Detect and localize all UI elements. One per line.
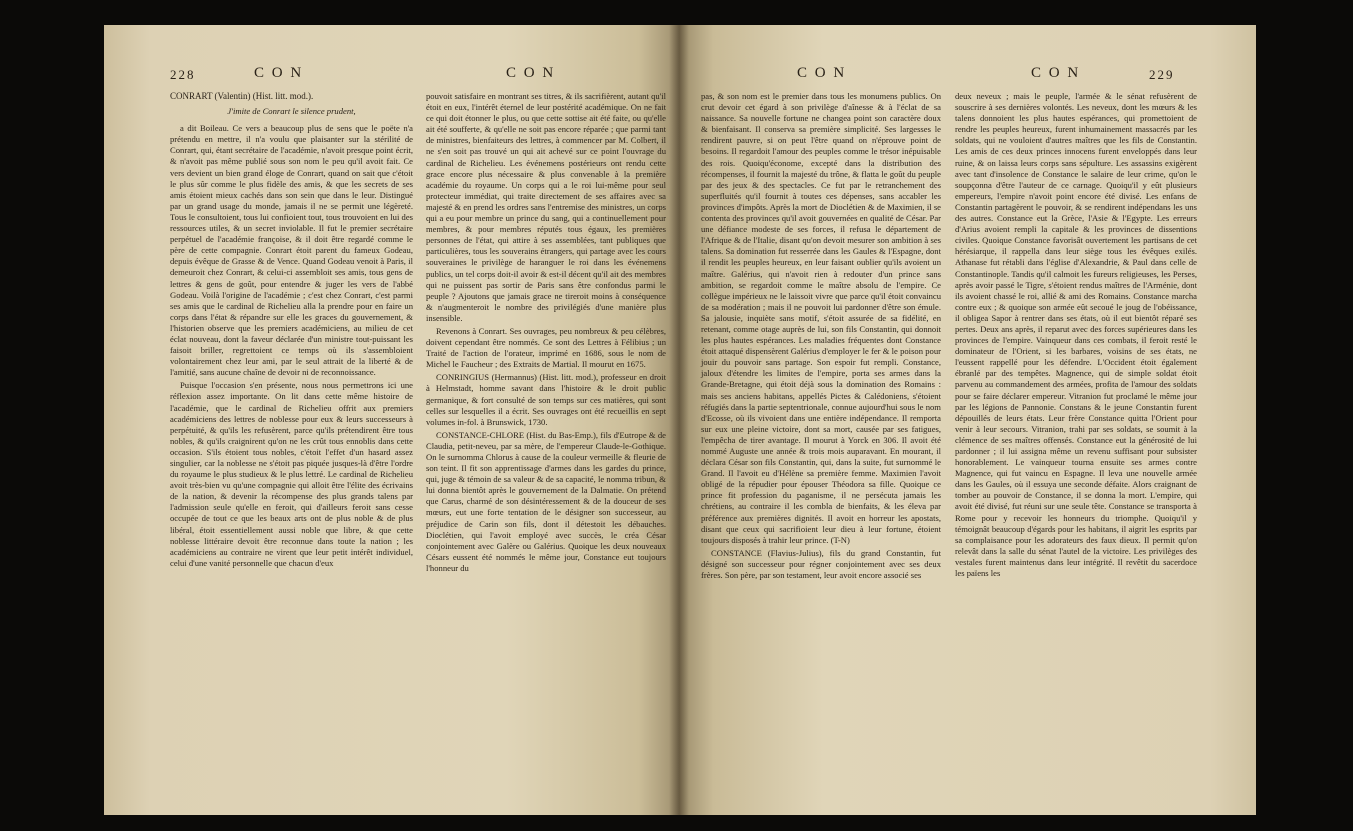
right-page-number: 229 <box>1149 67 1175 82</box>
left-column-2 <box>426 91 666 576</box>
paragraph: CONSTANCE (Flavius-Julius), fils du grand Constantin, fut désigné son successeur pour régner conjointement avec ses deux frères. Son père, par son testament, leur avoit encore associé ses <box>701 547 941 581</box>
right-page <box>679 25 1256 815</box>
paragraph: Revenons à Conrart. Ses ouvrages, peu nombreux & peu célèbres, doivent cependant être nommés. Ce sont des Lettres à Félibius ; un Traité de l'action de l'orateur, imprimé en 1686, sous le nom de Michel le Faucheur ; des Extraits de Martial. Il mourut en 1675. <box>426 325 666 370</box>
right-column-1 <box>701 91 941 583</box>
left-column-1 <box>170 91 413 571</box>
right-column-2 <box>955 91 1197 581</box>
left-page-number: 228 <box>170 67 196 82</box>
paragraph: pas, & son nom est le premier dans tous les monumens publics. On crut devoir cet égard à son privilège d'aînesse & à l'éclat de sa naissance. Sa nouvelle fortune ne changea point son caractère doux & bienfaisant. Il conserva sa première simplicité. Ses largesses le rendirent pauvre, si on peut l'être quand on n'éprouve point de besoins. Il regardoit l'amour des peuples comme le trésor inépuisable des rois. Quoiqu'économe, excepté dans la distribution des récompenses, il fournit la majesté du trône, & flatta le goût du peuple par des jeux & des spectacles. Ce fut par le retranchement des superfluités qu'il fournit à toutes ces dépenses, sans accabler les provinces d'impôts. Après la mort de Dioclétien & de Maximien, il se contenta des provinces qu'il avoit gouvernées en qualité de César. Par une défiance modeste de ses forces, il refusa le département de l'Afrique & de l'Italie, disant qu'on devoit mesurer son ambition à ses talens. Sa domination fut resserrée dans les Gaules & l'Espagne, dont il rendit les peuples heureux, en leur faisant oublier qu'ils avoient un maître. Galérius, qui n'avoit rien à redouter d'un prince sans ambition, se regardoit comme le maître absolu de l'empire. Ce collègue impérieux ne le laissoit vivre que parce qu'il étoit convaincu de sa modération ; mais il ne pouvoit lui pardonner d'être son émule. Sa jalousie, inquiète sans motif, s'étoit assurée de sa fidélité, en retenant, comme otage auprès de lui, son fils Constantin, qui donnoit les plus hautes espérances. Les maladies fréquentes dont Constance étoit attaqué dispensèrent Galérius d'employer le fer & le poison pour jouir du pouvoir sans partage. Son espoir fut rempli. Constance, jaloux d'étendre les limites de l'empire, porta ses armes dans la Grande-Bretagne, qui étoit déjà sous la domination des Romains : mais ses anciens habitans, appellés Pictes & Calédoniens, s'étoient réfugiés dans la partie septentrionale, connue aujourd'hui sous le nom d'Ecosse, où ils vivoient dans une entière indépendance. Il remporta sur eux une pleine victoire, dont sa mort, causée par ses fatigues, l'empêcha de tirer avantage. Il mourut à Yorck en 306. Il avoit été nommé Auguste une année & trois mois auparavant. En mourant, il déclara César son fils Constantin, qui, dans la suite, fut surnommé le Grand. Il l'avoit eu d'Hélène sa première femme. Maximien l'avoit obligé de la répudier pour épouser Théodora sa fille. Quoique ce prince fit profession du paganisme, il ne persécuta jamais les chrétiens, au contraire il les combla de bienfaits, & les éleva par préférence aux premières dignités. Il avoit en horreur les apostats, disant que ceux qui sacrifioient leur dieu à leur fortune, étoient toujours disposés à trahir leur prince. (T-N) <box>701 91 941 545</box>
epigraph: J'imite de Conrart le silence prudent, <box>227 106 356 117</box>
paragraph: Puisque l'occasion s'en présente, nous nous permettrons ici une réflexion assez importante. On lit dans cette même histoire de l'académie, que le cardinal de Richelieu offrit aux premiers académiciens des lettres de noblesse pour eux & leurs successeurs à perpétuité, & qu'ils les refusèrent, parce qu'ils prétendirent être tous nobles, & qu'ils craignirent qu'on ne les crût tous ennoblis dans cette occasion. S'ils étoient tous nobles, c'étoit l'effet d'un hasard assez singulier, car la noblesse ne s'étoit pas piquée jusques-là d'être l'ordre du royaume le plus studieux & le plus lettré. Le cardinal de Richelieu avoit très-bien vu qu'une compagnie qui alloit être l'élite des écrivains de la nation, & devenir la récompense des plus grands talens par l'admission seule qu'elle en feroit, qui d'ailleurs feroit sans cesse occupée de tout ce que les beaux arts ont de plus noble & de plus libéral, étoit essentiellement aussi noble que libre, & que cette noblesse littéraire devoit être reconnue dans toute la nation ; les académiciens au contraire ne virent que leur petit intérêt individuel, celui d'une vanité personnelle que chacun d'eux <box>170 380 413 568</box>
right-running-head-text: C O N <box>797 65 847 81</box>
left-page <box>104 25 679 815</box>
right-running-head <box>679 67 1256 89</box>
paragraph: a dit Boileau. Ce vers a beaucoup plus de sens que le poëte n'a prétendu en mettre, il n'a voulu que plaisanter sur la stérilité de Conrart, qui, étant secrétaire de l'académie, n'avoit presque point écrit, & n'avoit pas même publié sous son nom le peu qu'il avoit fait. Ce vers devient un bien grand éloge de Conrart, quand on sait que c'étoit le plus sûr comme le plus fidèle des amis, & que les secrets de ses amis étoient mieux cachés dans son sein que dans le leur. Distingué par un grand usage du monde, jamais il ne se permit une légèreté. Tous le consultoient, tous lui confioient tout, tous trouvoient en lui des ressources utiles, & un secret inviolable. Il fut le premier secrétaire perpétuel de l'académie françoise, & il doit être regardé comme le père de cette compagnie. Conrart étoit parent du fameux Godeau, depuis évêque de Grasse & de Vence. Quand Godeau venoit à Paris, il demeuroit chez Conrart, & celui-ci assembloit ses amis, tous gens de lettres & gens de goût, pour entendre & juger les vers de l'abbé Godeau. Voilà l'origine de l'académie ; c'est chez Conrart, c'est parmi ses amis que le cardinal de Richelieu alla la prendre pour en faire un corps dans l'état & répandre sur elle les graces du gouvernement, & l'historien observe que les premiers académiciens, au milieu de cet éclat nouveau, dont la faveur déclarée d'un ministre tout-puissant les faisoit briller, regrettoient ce temps où ils s'assembloient volontairement chez leur ami, par le seul attrait de la liberté & de l'amitié, sans aucune chaîne de devoir ni de reconnoissance. <box>170 123 413 378</box>
left-running-head-text: C O N <box>254 65 304 81</box>
paragraph: CONRINGIUS (Hermannus) (Hist. litt. mod.), professeur en droit à Helmstadt, homme savant dans l'histoire & le droit public germanique, & fort consulté de son temps sur ces matières, qui sont celles sur lesquelles il a écrit. Ses ouvrages ont été recueillis en sept volumes in-fol. à Brunswick, 1730. <box>426 372 666 427</box>
paragraph: CONSTANCE-CHLORE (Hist. du Bas-Emp.), fils d'Eutrope & de Claudia, petit-neveu, par sa mère, de l'empereur Claude-le-Gothique. On le surnomma Chlorus à cause de la couleur vermeille & fleurie de son teint. Il fit son apprentissage d'armes dans les gardes du prince, qui, juge & témoin de sa valeur & de sa capacité, le nomma tribun, & lui donna bientôt après le gouvernement de la Dalmatie. On prétend que Carus, charmé de son désintéressement & de la douceur de ses mœurs, eut une forte tentation de le désigner son successeur, au préjudice de Carin son fils, dont il détestoit les débauches. Dioclétien, qui l'avoit employé avec succès, le créa César conjointement avec Galère ou Galérius. Quoique les deux nouveaux Césars eussent été nommés le même jour, Constance eut toujours l'honneur du <box>426 429 666 573</box>
paragraph: pouvoit satisfaire en montrant ses titres, & ils sacrifièrent, autant qu'il étoit en eux, l'intérêt éternel de leur postérité académique. On ne fait ce qui doit étonner le plus, ou que cette sottise ait été faite, ou qu'elle ait été soufferte, & qu'elle ne soit pas encore réparée ; que parmi tant de ministres, bienfaiteurs des lettres, à commencer par M. Colbert, il ne s'en soit pas trouvé un qui ait achevé sur ce point l'ouvrage du cardinal de Richelieu. Les événemens postérieurs ont rendu cette grace encore plus nécessaire & plus convenable à la première académie du royaume. Un corps qui a le roi lui-même pour seul protecteur immédiat, qui traite directement de ses affaires avec sa majesté & en prend les ordres sans l'entremise des ministres, un corps qui a eu pour membre un prince du sang, qui a continuellement pour membres, & pour membres réputés tous égaux, les premières personnes de l'état, qui attire à ses assemblées, tant publiques que particulières, tous les souverains étrangers, qui partage avec les cours souveraines le privilège de haranguer le roi dans les événemens publics, un tel corps doit-il avoir & est-il décent qu'il ait des membres qui ne puissent pas sortir de Paris sans être confondus parmi le peuple ? Ajoutons que jamais grace ne tireroit moins à conséquence & n'augmenteroit le nombre des privilégiés d'une manière plus insensible. <box>426 91 666 323</box>
entry-heading: CONRART (Valentin) (Hist. litt. mod.). <box>170 91 314 101</box>
paragraph: deux neveux ; mais le peuple, l'armée & le sénat refusèrent de souscrire à ses dernières volontés. Les neveux, dont les mœurs & les talens donnoient les plus hautes espérances, qui promettoient de rendre les peuples heureux, furent inhumainement massacrés par les soldats, qui ne vouloient d'autres maîtres que les fils de Constantin. Les amis de ces deux princes innocens furent enveloppés dans leur ruine, & on laissa leurs corps sans sépulture. Les assassins exigèrent avec tant d'insolence de Constance le salaire de leur crime, qu'on le soupçonna d'être l'auteur de ce carnage. Quoiqu'il y eût plusieurs empereurs, l'empire n'avoit point encore été divisé. Les enfans de Constantin partagèrent le pouvoir, & se rendirent indépendans les uns des autres. Constance eut la Grèce, l'Asie & l'Egypte. Les erreurs d'Arius avoient rempli la capitale & les provinces de dissentions civiles. Quoique Constance favorisât ouvertement les partisans de cet hérésiarque, il rappella dans leur siège tous les évêques exilés. Athanase fut rétabli dans l'église d'Alexandrie, & Paul dans celle de Constantinople. Tandis qu'il calmoit les fureurs religieuses, les Perses, après avoir passé le Tigre, s'étoient rendus maîtres de l'Arménie, dont ils avoient chassé le roi, allié & ami des Romains. Constance marcha contre eux ; & quoique son armée eût secoué le joug de l'obéissance, il obligea Sapor à rentrer dans ses états, où il eut bientôt réparé ses pertes. Deux ans après, il reparut avec des forces supérieures dans les provinces de l'empire. Vainqueur dans ces combats, il feroit resté le dominateur de l'Orient, si les barbares, voisins de ses états, ne l'eussent rappellé pour les défendre. L'Occident étoit également ébranlé par des tempêtes. Magnence, qui de simple soldat étoit parvenu au commandement des armées, profita de l'amour des soldats pour se faire déclarer empereur. Vitranion fut proclamé le même jour par les légions de Pannonie. Constans & le jeune Constantin furent dépouillés de leurs états. Leur frère Constance quitta l'Orient pour venir à leur secours. Vitranion, trahi par ses soldats, se soumit à la clémence de ses maîtres offensés. Constance eut la générosité de lui pardonner ; il lui assigna même un revenu suffisant pour subsister honorablement. Le vainqueur tourna ensuite ses armes contre Magnence, qui fut vaincu en Espagne. Il leva une nouvelle armée dans les Gaules, où il essuya une seconde défaite. Alors craignant de tomber au pouvoir de Constance, il se donna la mort. L'empire, qui avoit été divisé, fut réuni sur une seule tête. Constance se transporta à Rome pour y recevoir les honneurs du triomphe. Quoiqu'il y témoignât beaucoup d'égards pour les habitans, il aigrit les esprits par sa complaisance pour les adorateurs des faux dieux. Il permit qu'on relevât dans la salle du sénat l'autel de la victoire. Les privilèges des vestales furent maintenus dans leur intégrité. Il revêtit du sacerdoce les païens les <box>955 91 1197 579</box>
left-running-head-text-2: C O N <box>506 65 556 81</box>
right-running-head-text-2: C O N <box>1031 65 1081 81</box>
open-book <box>104 25 1256 815</box>
book-gutter <box>669 25 689 815</box>
left-running-head <box>104 67 679 89</box>
